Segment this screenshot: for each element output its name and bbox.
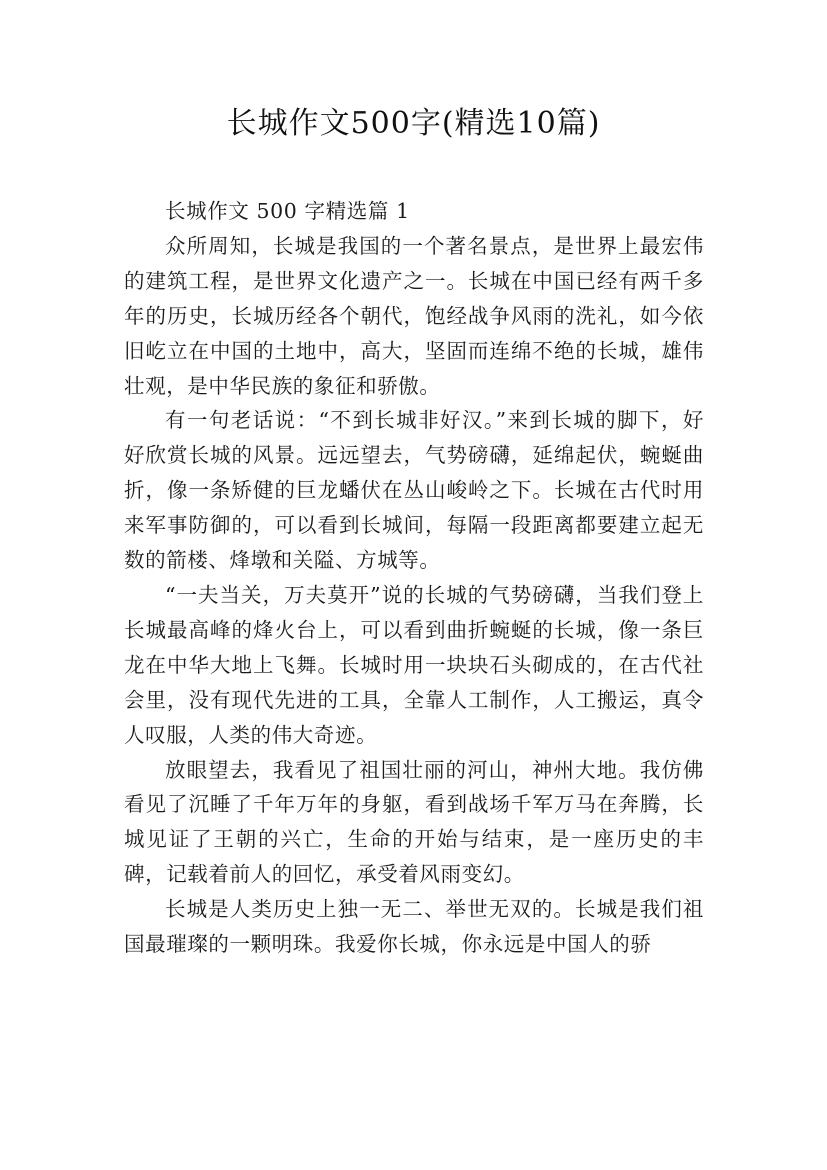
paragraph: 有一句老话说：“不到长城非好汉。”来到长城的脚下，好好欣赏长城的风景。远远望去，气势磅礴，延绵起伏，蜿蜒曲折，像一条矫健的巨龙蟠伏在丛山峻岭之下。长城在古代时用来军事防御的，可以看到长城间，每隔一段距离都要建立起无数的箭楼、烽墩和关隘、方城等。	[124, 408, 704, 573]
paragraph: 众所周知，长城是我国的一个著名景点，是世界上最宏伟的建筑工程，是世界文化遗产之一。长城在中国已经有两千多年的历史，长城历经各个朝代，饱经战争风雨的洗礼，如今依旧屹立在中国的土地中，高大，坚固而连绵不绝的长城，雄伟壮观，是中华民族的象征和骄傲。	[124, 233, 704, 398]
section-heading: 长城作文 500 字精选篇 1	[165, 199, 410, 223]
paragraph: “一夫当关，万夫莫开”说的长城的气势磅礴，当我们登上长城最高峰的烽火台上，可以看到曲折蜿蜒的长城，像一条巨龙在中华大地上飞舞。长城时用一块块石头砌成的，在古代社会里，没有现代先进的工具，全靠人工制作，人工搬运，真令人叹服，人类的伟大奇迹。	[124, 582, 704, 747]
paragraph: 放眼望去，我看见了祖国壮丽的河山，神州大地。我仿佛看见了沉睡了千年万年的身躯，看到战场千军万马在奔腾，长城见证了王朝的兴亡，生命的开始与结束，是一座历史的丰碑，记载着前人的回忆，承受着风雨变幻。	[124, 757, 704, 887]
document-title: 长城作文500字(精选10篇)	[226, 106, 601, 141]
document-body	[124, 194, 704, 962]
paragraph: 长城是人类历史上独一无二、举世无双的。长城是我们祖国最璀璨的一颗明珠。我爱你长城，你永远是中国人的骄	[124, 897, 704, 957]
